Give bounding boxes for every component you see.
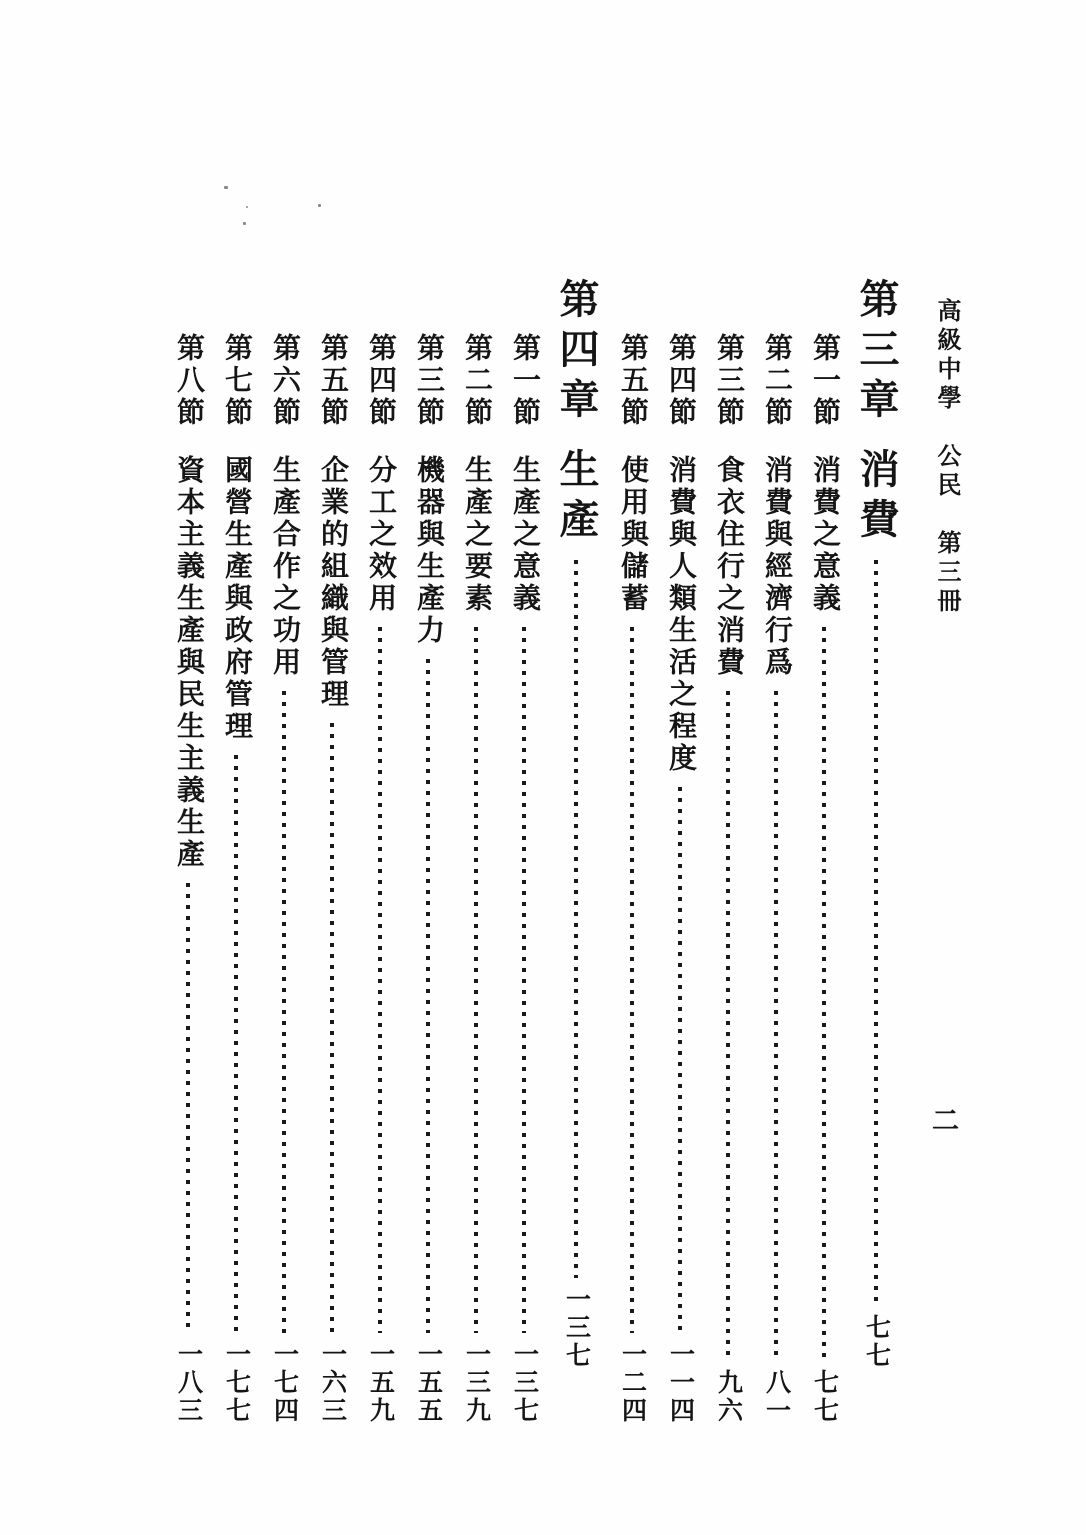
dotted-leader [726, 691, 730, 1361]
dotted-leader [574, 560, 578, 1278]
toc-entry-label: 第六節 [269, 333, 300, 429]
toc-entry-title: 食衣住行之消費 [713, 455, 744, 679]
toc-entry-section [174, 278, 202, 1425]
toc-entry-section [222, 278, 250, 1425]
dotted-leader [822, 627, 826, 1361]
folio-page-number: 二 [928, 1106, 958, 1133]
dotted-leader [234, 755, 238, 1333]
toc-entry-section [618, 278, 646, 1425]
toc-entry-label: 第二節 [761, 333, 792, 429]
toc-entry-label: 第三章 [854, 278, 899, 428]
toc-entry-page-number: 一七七 [222, 1341, 250, 1425]
dotted-leader [630, 627, 634, 1333]
toc-entry-chapter [854, 278, 899, 1370]
toc-entry-page-number: 一八三 [174, 1341, 202, 1425]
toc-entry-page-number: 一二四 [618, 1341, 646, 1425]
toc-entry-title: 生產之要素 [461, 455, 492, 615]
toc-entry-page-number: 一一四 [666, 1341, 694, 1425]
scan-speck [243, 222, 246, 225]
toc-entry-section [762, 278, 790, 1425]
dotted-leader [282, 691, 286, 1333]
toc-entry-title: 生產合作之功用 [269, 455, 300, 679]
toc-entry-title: 資本主義生產與民生主義生產 [173, 455, 204, 871]
toc-entry-title: 使用與儲蓄 [617, 455, 648, 615]
toc-entry-title: 生產之意義 [509, 455, 540, 615]
toc-entry-section [270, 278, 298, 1425]
scan-speck [224, 186, 228, 189]
toc-entry-section [510, 278, 538, 1425]
toc-entry-page-number: 九六 [714, 1369, 742, 1425]
dotted-leader [378, 627, 382, 1333]
toc-entry-label: 第三節 [413, 333, 444, 429]
scan-speck [318, 204, 321, 207]
toc-entry-page-number: 一五五 [414, 1341, 442, 1425]
toc-entry-page-number: 七七 [810, 1369, 838, 1425]
running-header: 高級中學 公民 第三冊 [933, 298, 959, 617]
toc-entry-label: 第四節 [365, 333, 396, 429]
toc-entry-section [366, 278, 394, 1425]
toc-entry-page-number: 一六三 [318, 1341, 346, 1425]
toc-entry-section [810, 278, 838, 1425]
toc-entry-label: 第五節 [617, 333, 648, 429]
toc-entry-section [462, 278, 490, 1425]
toc-entry-label: 第四節 [665, 333, 696, 429]
toc-entry-label: 第四章 [554, 278, 599, 428]
toc-entry-title: 國營生產與政府管理 [221, 455, 252, 743]
dotted-leader [330, 723, 334, 1333]
toc-entry-page-number: 一七四 [270, 1341, 298, 1425]
toc-entry-title: 機器與生產力 [413, 455, 444, 647]
dotted-leader [186, 883, 190, 1333]
toc-entry-title: 分工之效用 [365, 455, 396, 615]
toc-entry-page-number: 一三七 [562, 1286, 590, 1370]
toc-entry-page-number: 一三七 [510, 1341, 538, 1425]
toc-entry-title: 生產 [554, 448, 599, 548]
dotted-leader [774, 691, 778, 1361]
toc-entry-title: 消費 [854, 448, 899, 548]
toc-entry-label: 第三節 [713, 333, 744, 429]
table-of-contents [154, 278, 899, 1425]
toc-entry-chapter [554, 278, 599, 1370]
toc-entry-page-number: 一三九 [462, 1341, 490, 1425]
toc-entry-section [714, 278, 742, 1425]
toc-entry-page-number: 七七 [862, 1314, 890, 1370]
dotted-leader [426, 659, 430, 1333]
toc-entry-section [318, 278, 346, 1425]
toc-entry-label: 第一節 [509, 333, 540, 429]
toc-entry-page-number: 八一 [762, 1369, 790, 1425]
toc-entry-title: 企業的組織與管理 [317, 455, 348, 711]
toc-entry-section [666, 278, 694, 1425]
toc-entry-label: 第八節 [173, 333, 204, 429]
toc-entry-label: 第一節 [809, 333, 840, 429]
dotted-leader [522, 627, 526, 1333]
dotted-leader [474, 627, 478, 1333]
toc-entry-section [414, 278, 442, 1425]
scan-speck [246, 206, 248, 208]
toc-entry-label: 第七節 [221, 333, 252, 429]
toc-entry-label: 第五節 [317, 333, 348, 429]
dotted-leader [874, 560, 878, 1306]
toc-entry-label: 第二節 [461, 333, 492, 429]
toc-entry-title: 消費之意義 [809, 455, 840, 615]
toc-entry-page-number: 一五九 [366, 1341, 394, 1425]
toc-entry-title: 消費與經濟行爲 [761, 455, 792, 679]
dotted-leader [678, 787, 682, 1333]
toc-entry-title: 消費與人類生活之程度 [665, 455, 696, 775]
